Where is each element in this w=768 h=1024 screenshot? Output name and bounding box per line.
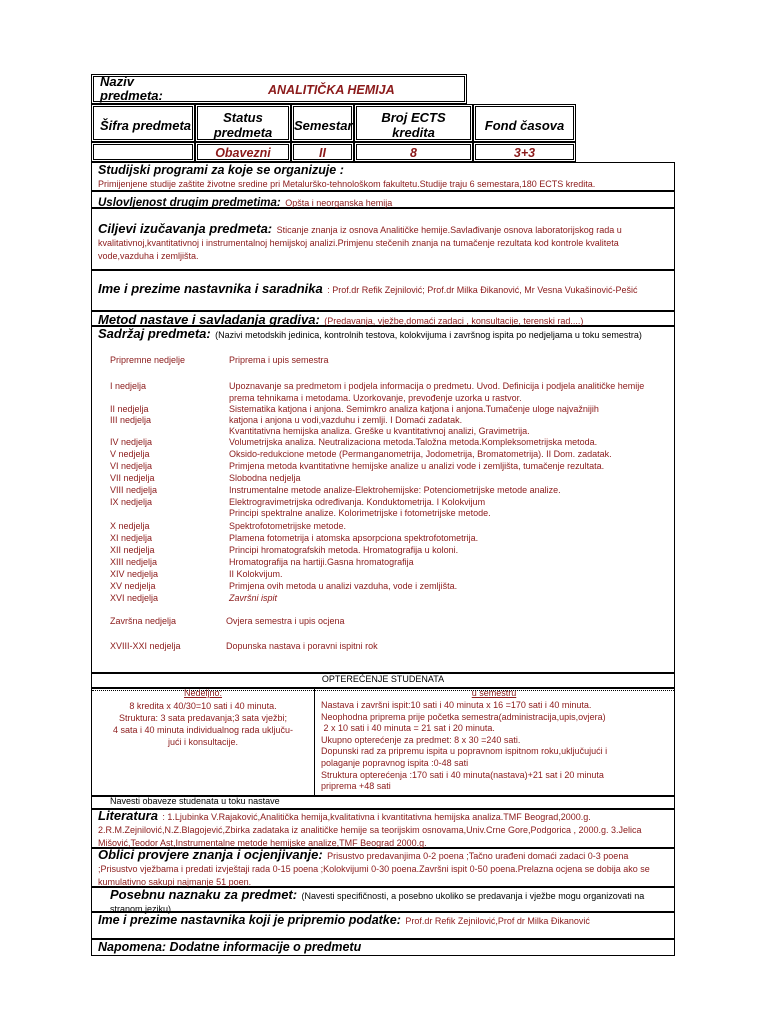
obaveze-section xyxy=(91,796,675,809)
week-topic: Ovjera semestra i upis ocjena xyxy=(226,616,345,626)
nedeljno-label: Nedeljno: xyxy=(183,688,223,698)
week-topic: Spektrofotometrijske metode. xyxy=(229,521,347,531)
week-topic: Upoznavanje sa predmetom i podjela informacija o predmetu. Uvod. Definicija i podjela analitičke hemije prema tehnikama i metodama. Uzorkovanje, prevođenje uzorka u rastvor. xyxy=(229,381,645,403)
ects-label: Broj ECTS kredita xyxy=(381,110,446,140)
week-label: Pripremne nedjelje xyxy=(110,355,186,365)
status-value: Obavezni xyxy=(215,146,271,160)
week-topic: Kvantitativna hemijska analiza. Greške u kvantitativnoj analizi, Gravimetrija. xyxy=(229,426,530,436)
week-topic: Principi spektralne analize. Kolorimetrijske i fotometrijske metode. xyxy=(229,508,491,518)
week-topic: Principi hromatografskih metoda. Hromatografija u koloni. xyxy=(229,545,459,555)
nedeljno-text: 8 kredita x 40/30=10 sati i 40 minuta. Struktura: 3 sata predavanja;3 sata vježbi; 4 sata i 40 minuta individualnog rada uključu- jući i konsultacije. xyxy=(112,701,294,747)
uslovljenost-label: Uslovljenost drugim predmetima: xyxy=(98,197,281,209)
week-topic: Oksido-redukcione metode (Permanganometrija, Jodometrija, Bromatometrija). II Dom. zadatak. xyxy=(229,449,612,459)
week-label: II nedjelja xyxy=(110,404,149,414)
week-label: III nedjelja xyxy=(110,415,152,425)
week-label: XVI nedjelja xyxy=(110,593,159,603)
naziv-label: Naziv predmeta: xyxy=(100,74,163,103)
oblici-text: Prisustvo predavanjima 0-2 poena ;Tačno urađeni domaći zadaci 0-3 poena ;Prisustvo vježbama i predati izvještaji rada 0-15 poena ;Kolokvijumi 0-30 poena.Završni ispit 0-50 poena.Prelazna ocjena se dobija ako se kumulativno sakupi najmanje 51 poen. xyxy=(98,851,650,887)
week-label: IV nedjelja xyxy=(110,437,153,447)
metod-section xyxy=(91,311,675,326)
semestar-label: Semestar xyxy=(294,118,353,133)
semestar-lines xyxy=(321,700,671,793)
column-divider xyxy=(314,689,315,795)
week-topic: Završni ispit xyxy=(229,593,278,603)
week-label: XV nedjelja xyxy=(110,581,156,591)
sadrzaj-text: (Nazivi metodskih jedinica, kontrolnih testova, kolokvijuma i završnog ispita po nedjeljama u toku semestra) xyxy=(215,330,642,340)
week-label: Završna nedjelja xyxy=(110,616,177,626)
week-label: X nedjelja xyxy=(110,521,150,531)
semestar-label: u semestru xyxy=(471,688,517,698)
opterecenje-title: OPTEREĆENJE STUDENATA xyxy=(321,674,445,684)
semestar-line: Ukupno opterećenje za predmet: 8 x 30 =240 sati. xyxy=(321,734,521,745)
fond-value: 3+3 xyxy=(513,146,536,160)
week-label: XII nedjelja xyxy=(110,545,155,555)
fond-label: Fond časova xyxy=(484,118,565,133)
week-topic: Priprema i upis semestra xyxy=(229,355,329,365)
week-topic: Sistematika katjona i anjona. Semimkro analiza katjona i anjona.Tumačenje uloge najvažnijih xyxy=(229,404,599,414)
week-topic: Plamena fotometrija i atomska apsorpciona spektrofotometrija. xyxy=(229,533,479,543)
week-topic: Dopunska nastava i poravni ispitni rok xyxy=(226,641,378,651)
week-topic: Hromatografija na hartiji.Gasna hromatografija xyxy=(229,557,414,567)
week-label: XIII nedjelja xyxy=(110,557,158,567)
oblici-label: Oblici provjere znanja i ocjenjivanje: xyxy=(98,847,323,862)
posebnu-text: (Navesti specifičnosti, a posebno ukoliko se predavanja i vježbe mogu organizovati na stranom jeziku) xyxy=(110,891,645,914)
studijski-section xyxy=(91,162,675,191)
ciljevi-label: Ciljevi izučavanja predmeta: xyxy=(98,221,273,236)
literatura-label: Literatura xyxy=(98,808,158,823)
fond-value-cell xyxy=(473,142,576,162)
semestar-line: priprema +48 sati xyxy=(321,781,391,792)
week-label: VI nedjelja xyxy=(110,461,153,471)
metod-text: (Predavanja, vježbe,domaći zadaci , konsultacije, terenski rad....) xyxy=(324,316,584,326)
literatura-text: : 1.Ljubinka V.Rajaković,Analitička hemija,kvalitativna i kvantitativna hemijska analiza.TMF Beograd,2000.g. 2.R.M.Zejnilović,N.Z.Blagojević,Zbirka zadataka iz analitičke hemije sa teorijskim osnovama,Univ.Crne Gore,Podgorica , 2000.g. 3.Jelica Mišović,Teodor Ast,Instrumentalne metode hemijske analize,TMF Beograd 2000.g. xyxy=(98,812,642,848)
week-topic: Primjena metoda kvantitativne hemijske analize u analizi vode i zemljišta, tumačenje rezultata. xyxy=(229,461,605,471)
week-label: I nedjelja xyxy=(110,381,147,391)
uslovljenost-text: Opšta i neorganska hemija xyxy=(285,198,393,208)
sifra-cell xyxy=(91,104,195,142)
week-label: VIII nedjelja xyxy=(110,485,158,495)
semestar-line: Dopunski rad za pripremu ispita u popravnom ispitnom roku,uključujući i xyxy=(321,746,608,757)
semestar-line: Nastava i završni ispit:10 sati i 40 minuta x 16 =170 sati i 40 minuta. xyxy=(321,700,592,710)
nastavnik-text: : Prof.dr Refik Zejnilović; Prof.dr Milka Đikanović, Mr Vesna Vukašinović-Pešić xyxy=(327,285,638,295)
semestar-line: Struktura opterećenja :170 sati i 40 minuta(nastava)+21 sat i 20 minuta xyxy=(321,769,604,780)
metod-label: Metod nastave i savladanja gradiva: xyxy=(98,312,320,327)
course-name-row xyxy=(91,74,467,104)
oblici-section xyxy=(91,848,675,887)
ects-cell xyxy=(354,104,473,142)
week-label: VII nedjelja xyxy=(110,473,155,483)
week-topic: katjona i anjona u vodi,vazduhu i zemlji. I Domaći zadatak. xyxy=(229,415,463,425)
week-topic: Elektrogravimetrijska određivanja. Konduktometrija. I Kolokvijum xyxy=(229,497,486,507)
posebnu-label: Posebnu naznaku za predmet: xyxy=(110,887,298,902)
literatura-section xyxy=(91,809,675,848)
opterecenje-body xyxy=(91,688,675,796)
ciljevi-section xyxy=(91,208,675,270)
semestar-value: II xyxy=(319,146,326,160)
status-cell xyxy=(195,104,291,142)
status-label: Status predmeta xyxy=(213,110,273,140)
week-label: V nedjelja xyxy=(110,449,150,459)
week-topic: Slobodna nedjelja xyxy=(229,473,301,483)
week-topic: Volumetrijska analiza. Neutralizaciona metoda.Taložna metoda.Kompleksometrijska metoda. xyxy=(229,437,598,447)
studijski-label: Studijski programi za koje se organizuje : xyxy=(98,163,344,177)
status-value-cell xyxy=(195,142,291,162)
week-label: XIV nedjelja xyxy=(110,569,159,579)
sadrzaj-label: Sadržaj predmeta: xyxy=(98,326,211,341)
semestar-cell xyxy=(291,104,354,142)
studijski-text: Primijenjene studije zaštite životne sredine pri Metalurško-tehnološkom fakultetu.Studije traju 6 semestara,180 ECTS kredita. xyxy=(98,179,596,189)
uslovljenost-section xyxy=(91,191,675,208)
napomena-label: Napomena: Dodatne informacije o predmetu xyxy=(98,940,362,954)
ects-value-cell xyxy=(354,142,473,162)
obaveze-text: Navesti obaveze studenata u toku nastave xyxy=(110,796,280,806)
sifra-label: Šifra predmeta xyxy=(100,118,192,133)
nastavnik-label: Ime i prezime nastavnika i saradnika xyxy=(98,281,323,296)
ciljevi-text: Sticanje znanja iz osnova Analitičke hemije.Savlađivanje osnova laboratorijskog rada u kvalitativnoj,kvantitativnoj i instrumentalnoj hemijskoj analizi.Primjenu stečenih znanja na tumačenje rezultata kod kontrole kvaliteta vode,vazduha i zemljišta. xyxy=(98,225,622,261)
posebnu-section xyxy=(91,887,675,912)
week-label: XVIII-XXI nedjelja xyxy=(110,641,181,651)
week-label: XI nedjelja xyxy=(110,533,153,543)
fond-cell xyxy=(473,104,576,142)
pripremio-section xyxy=(91,912,675,939)
napomena-section xyxy=(91,939,675,956)
semestar-line: Neophodna priprema prije početka semestra(administracija,upis,ovjera) xyxy=(321,711,606,722)
opterecenje-header xyxy=(91,673,675,688)
week-topic: II Kolokvijum. xyxy=(229,569,283,579)
semestar-value-cell xyxy=(291,142,354,162)
pripremio-text: Prof.dr Refik Zejnilović,Prof dr Milka Đikanović xyxy=(405,916,590,926)
course-name: ANALITIČKA HEMIJA xyxy=(268,83,395,97)
nastavnik-section xyxy=(91,270,675,311)
week-topic: Primjena ovih metoda u analizi vazduha, vode i zemljišta. xyxy=(229,581,458,591)
semestar-line: polaganje popravnog ispita :0-48 sati xyxy=(321,757,469,768)
sifra-value-cell xyxy=(91,142,195,162)
week-label: IX nedjelja xyxy=(110,497,153,507)
semestar-line: 2 x 10 sati i 40 minuta = 21 sat i 20 minuta. xyxy=(321,723,495,734)
ects-value: 8 xyxy=(410,146,417,160)
pripremio-label: Ime i prezime nastavnika koji je pripremio podatke: xyxy=(98,913,401,927)
week-topic: Instrumentalne metode analize-Elektrohemijske: Potenciometrijske metode analize. xyxy=(229,485,561,495)
